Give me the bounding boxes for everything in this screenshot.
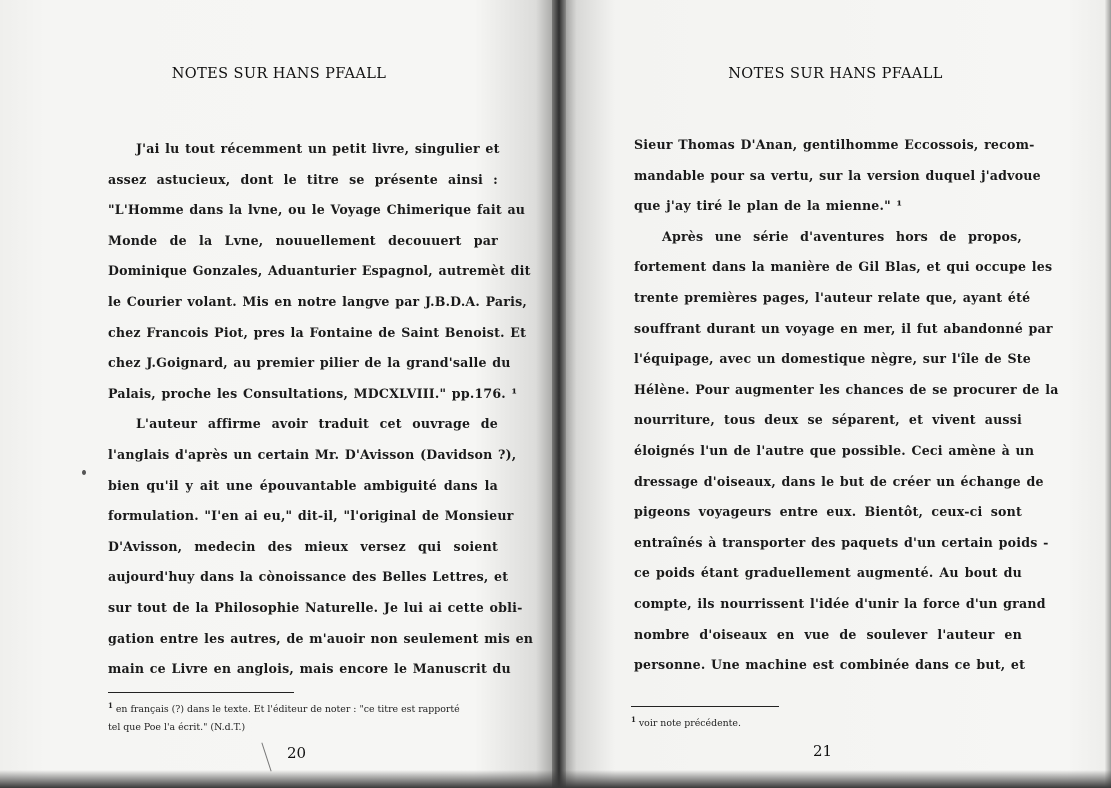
text-line: J'ai lu tout récemment un petit livre, singulier et [136, 141, 500, 156]
text-line: l'équipage, avec un domestique nègre, sur l'île de Ste [634, 351, 1031, 367]
right-page [560, 0, 1111, 788]
text-line: Après une série d'aventures hors de propos, [662, 228, 1022, 244]
text-line: pigeons voyageurs entre eux. Bientôt, ceux-ci sont [634, 504, 1022, 520]
text-line: mandable pour sa vertu, sur la version duquel j'advoue [634, 167, 1041, 183]
text-line: L'auteur affirme avoir traduit cet ouvrage de [136, 416, 498, 432]
page-number: 20 [287, 744, 307, 762]
scan-artifact [261, 743, 271, 772]
text-line: bien qu'il y ait une épouvantable ambiguité dans la [108, 477, 498, 493]
page-number: 21 [813, 742, 833, 760]
text-line: le Courier volant. Mis en notre langve par J.B.D.A. Paris, [108, 293, 527, 309]
right-footnote [631, 711, 931, 733]
footnote-marker: 1 [108, 701, 113, 710]
footnote-rule [631, 706, 779, 707]
text-line: assez astucieux, dont le titre se présente ainsi : [108, 171, 498, 187]
text-line: sur tout de la Philosophie Naturelle. Je lui ai cette obli- [108, 599, 523, 615]
text-line: "L'Homme dans la lvne, ou le Voyage Chimerique fait au [108, 202, 526, 218]
text-line: personne. Une machine est combinée dans ce but, et [634, 657, 1026, 673]
text-line: aujourd'huy dans la cònoissance des Belles Lettres, et [108, 569, 509, 585]
footnote-rule [108, 692, 294, 693]
text-line: chez Francois Piot, pres la Fontaine de Saint Benoist. Et [108, 324, 527, 340]
text-line: nombre d'oiseaux en vue de soulever l'auteur en [634, 626, 1022, 642]
text-line: souffrant durant un voyage en mer, il fut abandonné par [634, 320, 1053, 336]
text-line: chez J.Goignard, au premier pilier de la grand'salle du [108, 355, 511, 371]
text-line: ce poids étant graduellement augmenté. Au bout du [634, 565, 1022, 581]
text-line: Monde de la Lvne, nouuellement decouuert par [108, 232, 498, 248]
right-body-text [634, 130, 1059, 681]
text-line: nourriture, tous deux se séparent, et vivent aussi [634, 412, 1022, 428]
footnote-marker: 1 [631, 715, 636, 724]
text-line: l'anglais d'après un certain Mr. D'Avisson (Davidson ?), [108, 446, 517, 462]
book-gutter [552, 0, 566, 788]
text-line: fortement dans la manière de Gil Blas, et qui occupe les [634, 259, 1053, 275]
text-line: main ce Livre en anglois, mais encore le Manuscrit du [108, 661, 511, 677]
text-line: dressage d'oiseaux, dans le but de créer un échange de [634, 473, 1044, 489]
scan-speck [82, 470, 86, 475]
right-running-head: NOTES SUR HANS PFAALL [728, 66, 943, 82]
text-line: Sieur Thomas D'Anan, gentilhomme Eccossois, recom- [634, 137, 1035, 152]
footnote-text: en français (?) dans le texte. Et l'éditeur de noter : "ce titre est rapporté [115, 704, 460, 716]
left-running-head: NOTES SUR HANS PFAALL [171, 66, 387, 82]
text-line: formulation. "I'en ai eu," dit-il, "l'original de Monsieur [108, 508, 514, 524]
text-line: trente premières pages, l'auteur relate que, ayant été [634, 289, 1031, 305]
footnote-text: voir note précédente. [638, 718, 741, 730]
page-edge [1105, 0, 1111, 788]
text-line: entraînés à transporter des paquets d'un certain poids - [634, 534, 1049, 550]
text-line: Palais, proche les Consultations, MDCXLVIII." pp.176. ¹ [108, 385, 518, 401]
text-line: Dominique Gonzales, Aduanturier Espagnol, autremèt dit [108, 263, 531, 279]
left-footnote [108, 697, 508, 737]
left-body-text [108, 134, 534, 685]
footnote-text: tel que Poe l'a écrit." (N.d.T.) [108, 722, 246, 734]
text-line: Hélène. Pour augmenter les chances de se procurer de la [634, 381, 1059, 397]
scan-bottom-shadow [0, 770, 1111, 788]
text-line: compte, ils nourrissent l'idée d'unir la force d'un grand [634, 595, 1046, 611]
text-line: que j'ay tiré le plan de la mienne." ¹ [634, 198, 903, 214]
text-line: D'Avisson, medecin des mieux versez qui soient [108, 538, 498, 554]
text-line: gation entre les autres, de m'auoir non seulement mis en [108, 630, 534, 646]
text-line: éloignés l'un de l'autre que possible. Ceci amène à un [634, 442, 1035, 458]
